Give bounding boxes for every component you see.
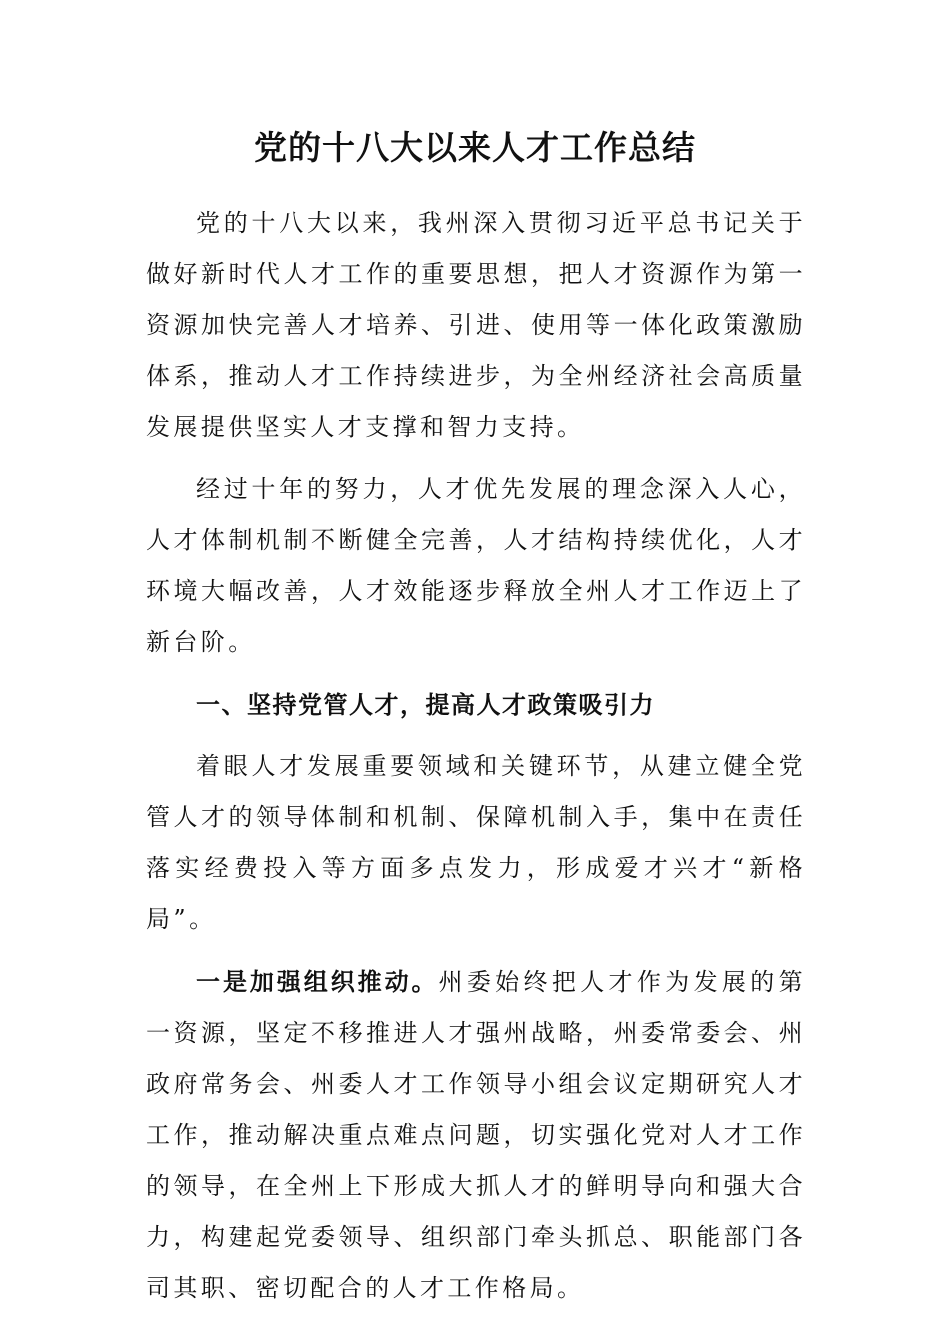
section-intro-paragraph: 着眼人才发展重要领域和关键环节，从建立健全党管人才的领导体制和机制、保障机制入手，集中在责任落实经费投入等方面多点发力，形成爱才兴才“新格局”。 [146,752,806,933]
section-heading: 一、坚持党管人才，提高人才政策吸引力 [196,690,655,719]
document-title: 党的十八大以来人才工作总结 [254,128,696,167]
document-body [146,198,806,1314]
intro-paragraph: 党的十八大以来，我州深入贯彻习近平总书记关于做好新时代人才工作的重要思想，把人才资源作为第一资源加快完善人才培养、引进、使用等一体化政策激励体系，推动人才工作持续进步，为全州经济社会高质量发展提供坚实人才支撑和智力支持。 [146,209,806,441]
point-paragraph [146,956,806,1314]
point-text: 州委始终把人才作为发展的第一资源，坚定不移推进人才强州战略，州委常委会、州政府常务会、州委人才工作领导小组会议定期研究人才工作，推动解决重点难点问题，切实强化党对人才工作的领导，在全州上下形成大抓人才的鲜明导向和强大合力，构建起党委领导、组织部门牵头抓总、职能部门各司其职、密切配合的人才工作格局。 [146,968,806,1302]
summary-paragraph: 经过十年的努力，人才优先发展的理念深入人心，人才体制机制不断健全完善，人才结构持续优化，人才环境大幅改善，人才效能逐步释放全州人才工作迈上了新台阶。 [146,475,806,656]
point-lead: 一是加强组织推动。 [196,967,439,996]
